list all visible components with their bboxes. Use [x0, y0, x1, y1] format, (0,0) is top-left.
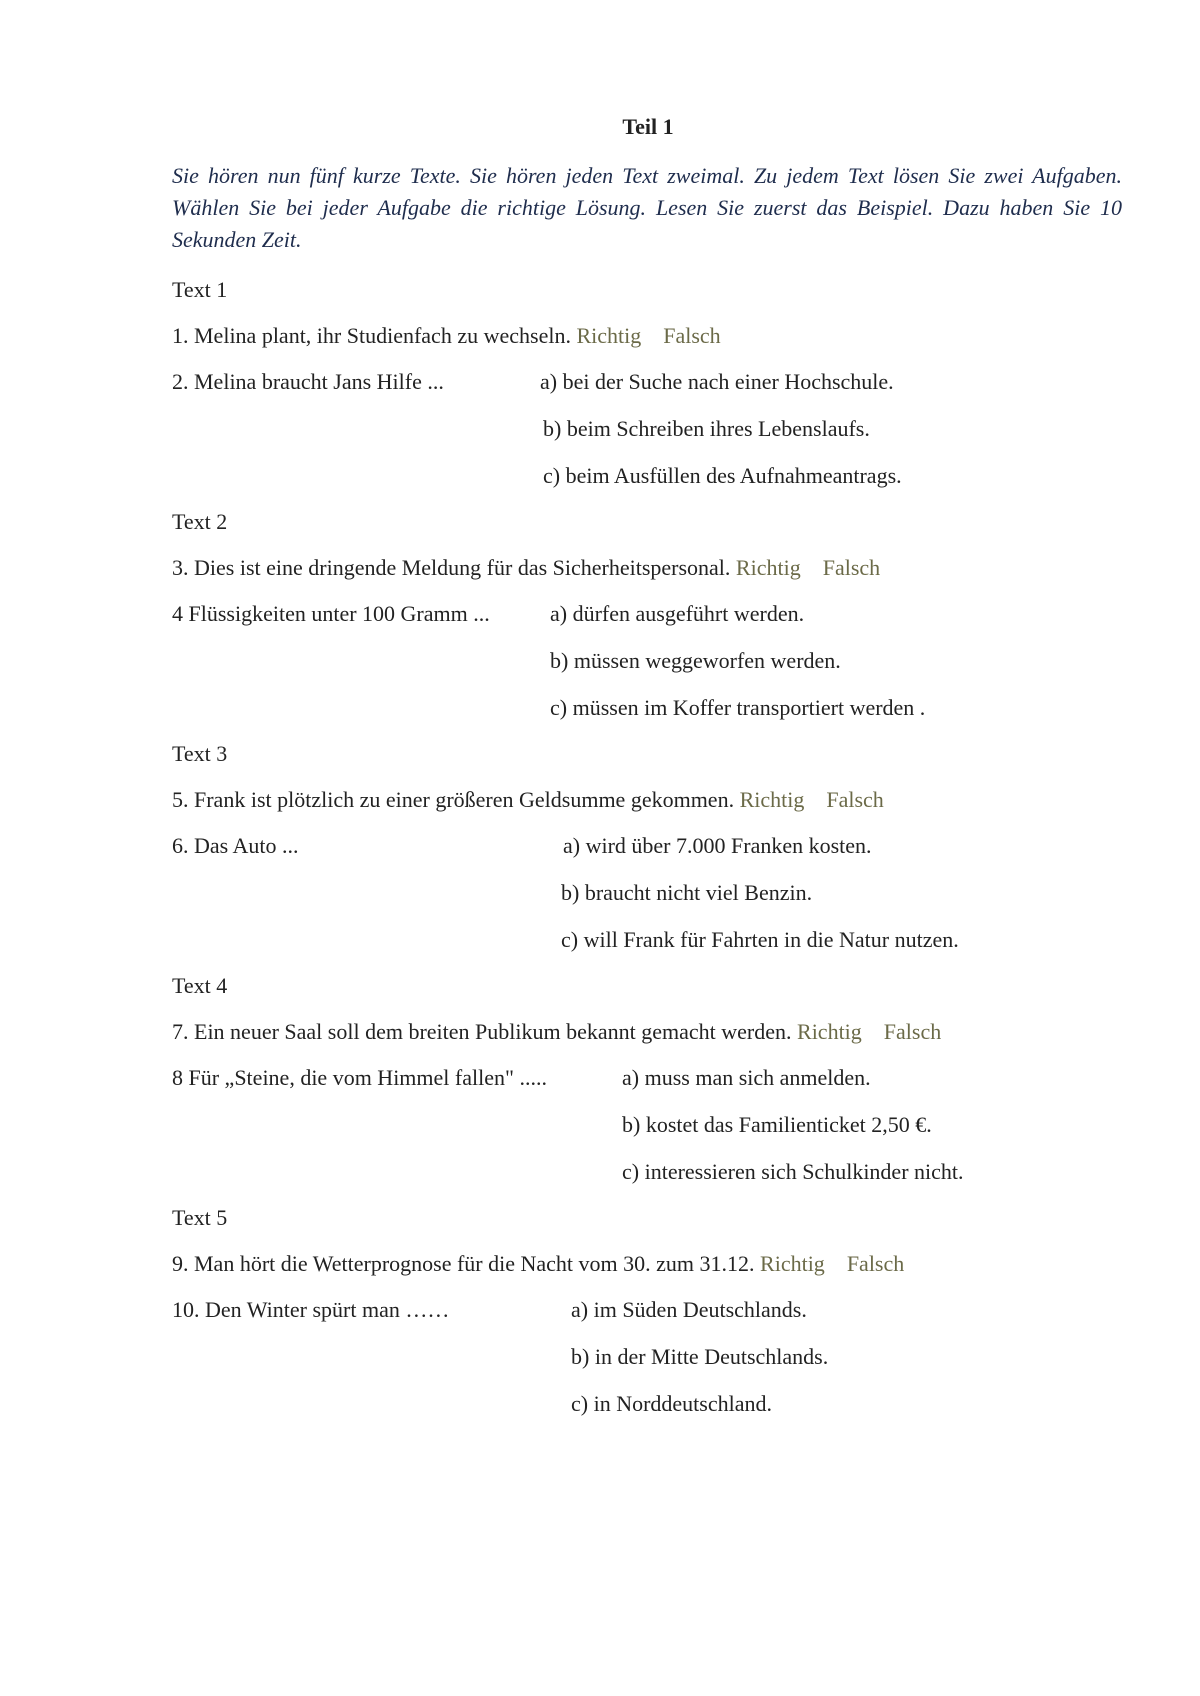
question-text: 9. Man hört die Wetterprognose für die Nacht vom 30. zum 31.12.	[172, 1251, 755, 1276]
answer-option-b[interactable]: b) beim Schreiben ihres Lebenslaufs.	[543, 416, 870, 441]
text-heading: Text 2	[172, 509, 228, 534]
multiple-choice-question: 10. Den Winter spürt man ……	[172, 1297, 450, 1322]
option-richtig[interactable]: Richtig	[797, 1019, 862, 1044]
true-false-question	[172, 322, 721, 350]
answer-option-b[interactable]: b) kostet das Familienticket 2,50 €.	[622, 1112, 932, 1137]
true-false-question	[172, 1018, 941, 1046]
text-heading: Text 3	[172, 741, 228, 766]
option-richtig[interactable]: Richtig	[760, 1251, 825, 1276]
instructions: Sie hören nun fünf kurze Texte. Sie hören jeden Text zweimal. Zu jedem Text lösen Sie zwei Aufgaben. Wählen Sie bei jeder Aufgabe die richtige Lösung. Lesen Sie zuerst das Beispiel. Dazu haben Sie 10 Sekunden Zeit.	[172, 163, 1122, 252]
answer-option-a[interactable]: a) bei der Suche nach einer Hochschule.	[540, 369, 894, 394]
answer-option-a[interactable]: a) muss man sich anmelden.	[622, 1065, 871, 1090]
answer-option-b[interactable]: b) braucht nicht viel Benzin.	[561, 880, 813, 905]
true-false-question	[172, 554, 880, 582]
option-falsch[interactable]: Falsch	[822, 555, 881, 580]
answer-option-c[interactable]: c) beim Ausfüllen des Aufnahmeantrags.	[543, 463, 902, 488]
multiple-choice-question: 6. Das Auto ...	[172, 833, 299, 858]
option-falsch[interactable]: Falsch	[826, 787, 884, 812]
option-richtig[interactable]: Richtig	[576, 323, 642, 348]
answer-option-b[interactable]: b) müssen weggeworfen werden.	[550, 648, 841, 673]
answer-option-a[interactable]: a) dürfen ausgeführt werden.	[550, 601, 805, 626]
answer-option-c[interactable]: c) in Norddeutschland.	[571, 1391, 772, 1416]
multiple-choice-question: 2. Melina braucht Jans Hilfe ...	[172, 369, 444, 394]
text-heading: Text 5	[172, 1205, 228, 1230]
answer-option-a[interactable]: a) wird über 7.000 Franken kosten.	[563, 833, 872, 858]
option-richtig[interactable]: Richtig	[739, 787, 805, 812]
answer-option-c[interactable]: c) will Frank für Fahrten in die Natur nutzen.	[561, 927, 959, 952]
option-richtig[interactable]: Richtig	[735, 555, 801, 580]
page-title: Teil 1	[622, 114, 674, 139]
answer-option-c[interactable]: c) müssen im Koffer transportiert werden .	[550, 695, 926, 720]
answer-option-b[interactable]: b) in der Mitte Deutschlands.	[571, 1344, 829, 1369]
question-text: 7. Ein neuer Saal soll dem breiten Publikum bekannt gemacht werden.	[172, 1019, 792, 1044]
question-text: 1. Melina plant, ihr Studienfach zu wechseln.	[172, 323, 571, 348]
option-falsch[interactable]: Falsch	[883, 1019, 942, 1044]
text-heading: Text 4	[172, 973, 228, 998]
multiple-choice-question: 8 Für „Steine, die vom Himmel fallen" .....	[172, 1065, 547, 1090]
question-text: 3. Dies ist eine dringende Meldung für das Sicherheitspersonal.	[172, 555, 731, 580]
question-text: 5. Frank ist plötzlich zu einer größeren Geldsumme gekommen.	[172, 787, 735, 812]
answer-option-c[interactable]: c) interessieren sich Schulkinder nicht.	[622, 1159, 964, 1184]
multiple-choice-question: 4 Flüssigkeiten unter 100 Gramm ...	[172, 601, 490, 626]
true-false-question	[172, 786, 884, 814]
true-false-question	[172, 1250, 904, 1278]
option-falsch[interactable]: Falsch	[846, 1251, 905, 1276]
answer-option-a[interactable]: a) im Süden Deutschlands.	[571, 1297, 807, 1322]
text-heading: Text 1	[172, 277, 228, 302]
option-falsch[interactable]: Falsch	[663, 323, 721, 348]
